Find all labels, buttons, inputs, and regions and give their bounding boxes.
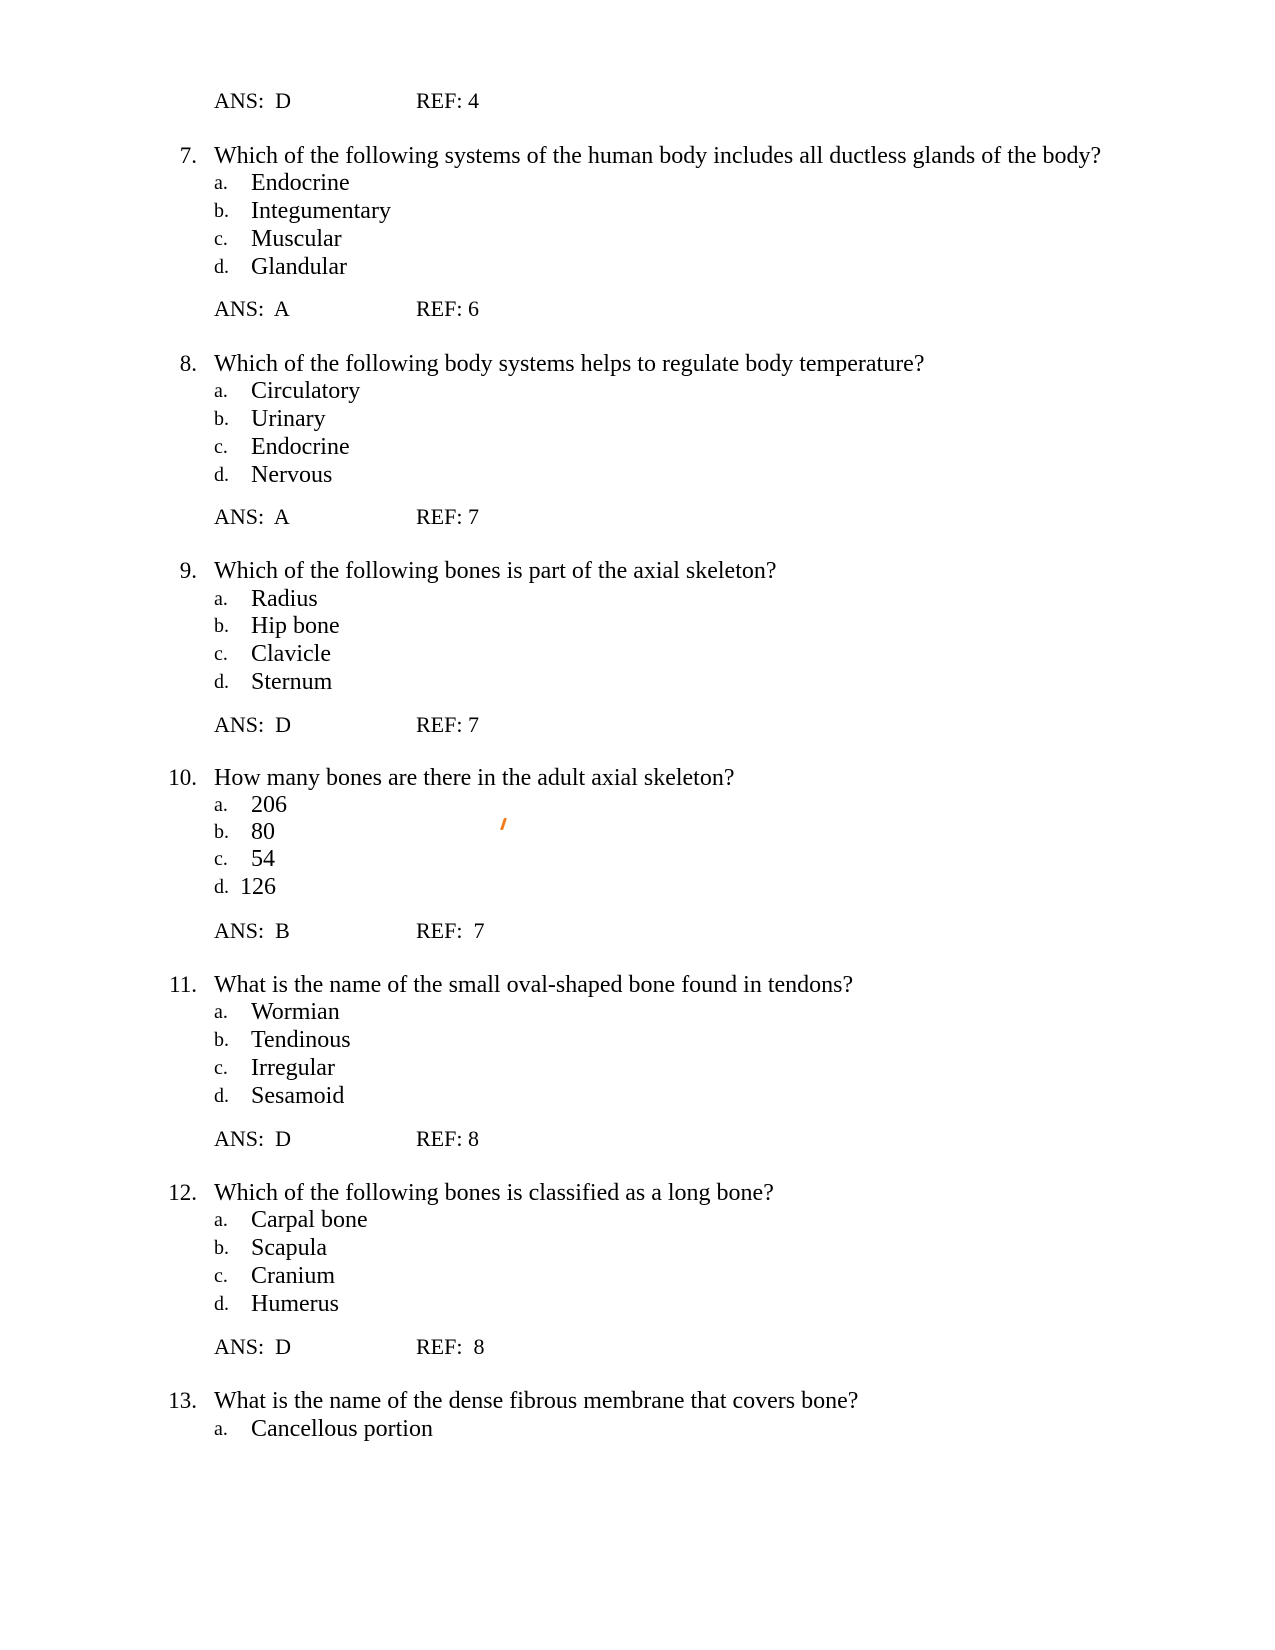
option-letter: c.: [214, 1265, 228, 1287]
option-text: Circulatory: [251, 378, 361, 404]
option-text: Wormian: [251, 999, 340, 1025]
option-text: 54: [251, 846, 275, 872]
question-number: 13.: [168, 1388, 197, 1413]
option-text: Glandular: [251, 254, 347, 280]
answer-key: ANS: D: [214, 88, 292, 113]
option-letter: b.: [214, 1237, 229, 1259]
answer-key: ANS: D: [214, 1334, 292, 1359]
option-letter: b.: [214, 1029, 229, 1051]
option-text: Carpal bone: [251, 1207, 368, 1233]
reference: REF: 7: [416, 504, 479, 529]
option-text: Clavicle: [251, 641, 331, 667]
option-letter: d.: [214, 1293, 229, 1315]
option-letter: d.: [214, 256, 229, 278]
option-text: Scapula: [251, 1235, 327, 1261]
option-text: Cancellous portion: [251, 1416, 433, 1442]
option-letter: b.: [214, 200, 229, 222]
question-text: Which of the following body systems helps to regulate body temperature?: [214, 351, 925, 377]
option-text: Irregular: [251, 1055, 335, 1081]
answer-key: ANS: A: [214, 504, 290, 529]
question-text: What is the name of the dense fibrous membrane that covers bone?: [214, 1388, 859, 1414]
question-number: 10.: [168, 765, 197, 790]
option-letter: d.: [214, 671, 229, 693]
option-letter: b.: [214, 821, 229, 843]
option-letter: a.: [214, 380, 228, 402]
option-text: Sesamoid: [251, 1083, 345, 1109]
option-letter: d.: [214, 1085, 229, 1107]
answer-key: ANS: D: [214, 1126, 292, 1151]
reference: REF: 7: [416, 918, 485, 943]
option-letter: b.: [214, 408, 229, 430]
option-letter: c.: [214, 848, 228, 870]
question-text: Which of the following bones is part of the axial skeleton?: [214, 558, 777, 584]
question-text: How many bones are there in the adult axial skeleton?: [214, 765, 735, 791]
question-text: Which of the following systems of the human body includes all ductless glands of the body?: [214, 143, 1102, 169]
option-letter: a.: [214, 1418, 228, 1440]
option-letter: c.: [214, 643, 228, 665]
option-letter: a.: [214, 172, 228, 194]
option-text: Endocrine: [251, 170, 350, 196]
option-text: Urinary: [251, 406, 326, 432]
stray-mark: [500, 818, 507, 830]
option-text: Radius: [251, 586, 318, 612]
option-text: 126: [240, 874, 276, 900]
option-letter: a.: [214, 794, 228, 816]
reference: REF: 6: [416, 296, 479, 321]
option-letter: b.: [214, 615, 229, 637]
option-text: Sternum: [251, 669, 333, 695]
option-text: Cranium: [251, 1263, 335, 1289]
question-text: What is the name of the small oval-shaped bone found in tendons?: [214, 972, 854, 998]
option-letter: d.: [214, 464, 229, 486]
answer-key: ANS: A: [214, 296, 290, 321]
reference: REF: 4: [416, 88, 479, 113]
reference: REF: 8: [416, 1334, 485, 1359]
option-letter: a.: [214, 1001, 228, 1023]
reference: REF: 8: [416, 1126, 479, 1151]
answer-key: ANS: D: [214, 712, 292, 737]
option-text: 206: [251, 792, 287, 818]
option-letter: a.: [214, 1209, 228, 1231]
question-number: 8.: [179, 351, 197, 376]
option-text: 80: [251, 819, 275, 845]
option-text: Hip bone: [251, 613, 340, 639]
option-text: Muscular: [251, 226, 342, 252]
question-number: 11.: [169, 972, 197, 997]
option-text: Integumentary: [251, 198, 391, 224]
question-number: 9.: [179, 558, 197, 583]
option-letter: d.: [214, 876, 229, 898]
option-letter: c.: [214, 1057, 228, 1079]
question-number: 12.: [168, 1180, 197, 1205]
answer-key: ANS: B: [214, 918, 290, 943]
option-letter: c.: [214, 436, 228, 458]
option-text: Endocrine: [251, 434, 350, 460]
option-text: Nervous: [251, 462, 333, 488]
option-letter: a.: [214, 588, 228, 610]
question-text: Which of the following bones is classified as a long bone?: [214, 1180, 774, 1206]
question-number: 7.: [179, 143, 197, 168]
option-text: Humerus: [251, 1291, 339, 1317]
option-letter: c.: [214, 228, 228, 250]
reference: REF: 7: [416, 712, 479, 737]
option-text: Tendinous: [251, 1027, 351, 1053]
